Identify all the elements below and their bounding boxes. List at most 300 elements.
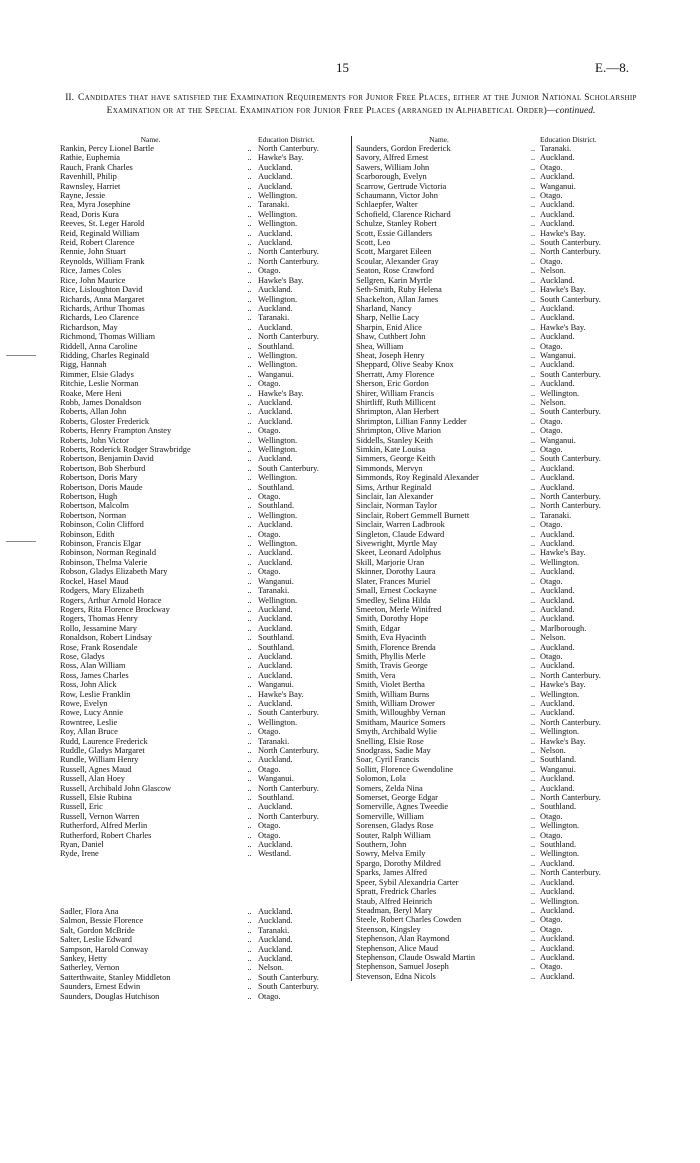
list-item: [60, 285, 349, 294]
list-item: [60, 436, 349, 445]
leader-dots: ..: [530, 586, 536, 596]
candidate-name: Saunders, Gordon Frederick: [356, 144, 451, 153]
list-item: [352, 210, 643, 219]
leader-dots: ..: [247, 407, 252, 417]
education-district: Auckland.: [540, 971, 575, 981]
education-district: Taranaki.: [258, 586, 290, 596]
list-item: [352, 643, 643, 652]
education-district: Taranaki.: [540, 144, 572, 153]
education-district: Auckland.: [258, 228, 293, 238]
education-district: Auckland.: [540, 877, 575, 887]
column-header: [352, 136, 643, 144]
candidate-name: Robson, Gladys Elizabeth Mary: [60, 567, 168, 577]
education-district: Southland.: [540, 802, 577, 812]
list-item: [60, 454, 349, 463]
candidate-name: Southern, John: [356, 840, 407, 850]
candidate-name: Skinner, Dorothy Laura: [356, 567, 436, 577]
list-item: [352, 765, 643, 774]
candidate-name: Sollitt, Florence Gwendoline: [356, 764, 453, 774]
list-item: [60, 916, 349, 925]
leader-dots: ..: [247, 755, 252, 765]
leader-dots: ..: [530, 896, 536, 906]
leader-dots: ..: [530, 144, 536, 153]
candidate-name: Richmond, Thomas William: [60, 332, 155, 342]
candidate-name: Ravenhill, Philip: [60, 172, 117, 182]
list-item: [60, 153, 349, 162]
list-item: [352, 567, 643, 576]
education-district: Auckland.: [258, 407, 293, 417]
candidate-name: Sharland, Nancy: [356, 303, 412, 313]
leader-dots: ..: [247, 303, 252, 313]
list-item: [60, 360, 349, 369]
candidate-name: Rauch, Frank Charles: [60, 162, 133, 172]
candidate-name: Reynolds, William Frank: [60, 256, 145, 266]
leader-dots: ..: [530, 162, 536, 172]
list-item: [60, 596, 349, 605]
leader-dots: ..: [530, 219, 536, 229]
leader-dots: ..: [530, 746, 536, 755]
leader-dots: ..: [247, 963, 252, 973]
leader-dots: ..: [530, 454, 536, 464]
leader-dots: ..: [530, 764, 536, 774]
leader-dots: ..: [530, 698, 536, 708]
candidate-name: Steadman, Beryl Mary: [356, 905, 433, 915]
list-item: [352, 596, 643, 605]
candidate-name: Shea, William: [356, 341, 404, 351]
list-item: [352, 577, 643, 586]
candidate-name: Slater, Frances Muriel: [356, 576, 431, 586]
leader-dots: ..: [530, 651, 536, 661]
list-item: [60, 530, 349, 539]
leader-dots: ..: [247, 510, 252, 520]
education-district: Wellington.: [540, 727, 580, 737]
list-item: [352, 323, 643, 332]
leader-dots: ..: [247, 445, 252, 454]
list-item: [352, 746, 643, 755]
list-item: [352, 821, 643, 830]
list-item: [352, 144, 643, 153]
leader-dots: ..: [530, 604, 536, 614]
list-item: [352, 295, 643, 304]
education-district: Otago.: [540, 416, 563, 426]
education-district: Otago.: [540, 426, 563, 436]
education-district: Taranaki.: [258, 313, 290, 323]
candidate-name: Solomon, Lola: [356, 774, 406, 784]
candidate-name: Ryde, Irene: [60, 849, 99, 859]
candidate-name: Row, Leslie Franklin: [60, 689, 131, 699]
education-district: Hawke's Bay.: [540, 736, 586, 746]
education-district: Auckland.: [540, 595, 575, 605]
candidate-name: Robinson, Colin Clifford: [60, 520, 144, 530]
list-item: [60, 200, 349, 209]
leader-dots: ..: [530, 529, 536, 539]
candidate-name: Smith, Vera: [356, 670, 396, 680]
candidate-name: Ruddle, Gladys Margaret: [60, 746, 145, 755]
education-district: Wellington.: [258, 717, 298, 727]
list-item: [352, 407, 643, 416]
education-district: North Canterbury.: [540, 501, 601, 511]
list-item: [352, 473, 643, 482]
list-item: [352, 313, 643, 322]
list-item: [60, 755, 349, 764]
leader-dots: ..: [247, 793, 252, 803]
candidate-name: Shackelton, Allan James: [356, 294, 439, 304]
list-item: [352, 530, 643, 539]
education-district: Southland.: [258, 482, 295, 492]
candidate-name: Simkin, Kate Louisa: [356, 445, 426, 454]
leader-dots: ..: [247, 200, 252, 210]
candidate-name: Reid, Robert Clarence: [60, 238, 135, 248]
candidate-name: Sheppard, Olive Seaby Knox: [356, 360, 454, 370]
leader-dots: ..: [247, 849, 252, 859]
leader-dots: ..: [247, 661, 252, 671]
candidate-name: Saunders, Ernest Edwin: [60, 982, 141, 992]
leader-dots: ..: [247, 473, 252, 483]
candidate-name: Reid, Reginald William: [60, 228, 140, 238]
candidate-name: Rimmer, Elsie Gladys: [60, 369, 134, 379]
education-district: Auckland.: [540, 332, 575, 342]
list-item: [60, 746, 349, 755]
candidate-name: Sinclair, Robert Gemmell Burnett: [356, 510, 470, 520]
education-district: Otago.: [258, 492, 281, 502]
education-district: Hawke's Bay.: [540, 680, 586, 690]
list-item: [60, 784, 349, 793]
list-item: [352, 962, 643, 971]
education-district: Taranaki.: [258, 925, 290, 935]
list-item: [60, 992, 349, 1001]
list-item: [60, 313, 349, 322]
candidate-name: Scarrow, Gertrude Victoria: [356, 181, 447, 191]
education-district: Wellington.: [258, 350, 298, 360]
leader-dots: ..: [530, 642, 536, 652]
list-item: [60, 172, 349, 181]
list-item: [352, 699, 643, 708]
leader-dots: ..: [247, 991, 252, 1001]
leader-dots: ..: [247, 238, 252, 248]
education-district: Auckland.: [258, 802, 293, 812]
education-district: Wanganui.: [258, 774, 294, 784]
list-item: [60, 379, 349, 388]
name-column-header: Name.: [429, 135, 449, 144]
education-district: South Canterbury.: [540, 369, 601, 379]
list-item: [352, 680, 643, 689]
leader-dots: ..: [530, 774, 536, 784]
education-district: Otago.: [540, 651, 563, 661]
candidate-name: Simmers, George Keith: [356, 454, 436, 464]
education-district: Hawke's Bay.: [258, 275, 304, 285]
candidate-name: Smith, Edgar: [356, 623, 401, 633]
list-item: [60, 963, 349, 972]
candidate-name: Russell, Vernon Warren: [60, 811, 140, 821]
list-item: [352, 285, 643, 294]
section-heading: [60, 92, 642, 118]
leader-dots: ..: [530, 962, 536, 972]
candidate-name: Rogers, Rita Florence Brockway: [60, 604, 170, 614]
candidate-name: Sankey, Hetty: [60, 953, 107, 963]
list-item: [60, 445, 349, 454]
leader-dots: ..: [530, 623, 536, 633]
education-district: Auckland.: [258, 416, 293, 426]
candidate-name: Sherratt, Amy Florence: [356, 369, 435, 379]
leader-dots: ..: [530, 303, 536, 313]
leader-dots: ..: [530, 821, 536, 831]
education-district: Auckland.: [258, 661, 293, 671]
education-district: Southland.: [540, 840, 577, 850]
education-district: Auckland.: [540, 529, 575, 539]
education-district: Otago.: [258, 991, 281, 1001]
candidate-name: Stevenson, Edna Nicols: [356, 971, 436, 981]
list-item: [60, 954, 349, 963]
list-item: [60, 802, 349, 811]
candidate-name: Smith, William Drower: [356, 698, 435, 708]
candidate-name: Rudd, Laurence Frederick: [60, 736, 148, 746]
leader-dots: ..: [530, 924, 536, 934]
list-item: [60, 831, 349, 840]
education-district: Auckland.: [258, 238, 293, 248]
candidate-name: Satterthwaite, Stanley Middleton: [60, 972, 171, 982]
education-district: Southland.: [258, 633, 295, 643]
candidate-name: Robertson, Bob Sherburd: [60, 463, 146, 473]
list-item: [60, 295, 349, 304]
candidate-name: Richards, Anna Margaret: [60, 294, 145, 304]
education-district: Otago.: [258, 830, 281, 840]
leader-dots: ..: [530, 332, 536, 342]
candidate-name: Sims, Arthur Reginald: [356, 482, 432, 492]
candidate-name: Rowe, Evelyn: [60, 698, 108, 708]
leader-dots: ..: [247, 840, 252, 850]
candidate-name: Robertson, Doris Maude: [60, 482, 143, 492]
list-item: [60, 210, 349, 219]
education-district: North Canterbury.: [258, 746, 319, 755]
education-district: North Canterbury.: [258, 783, 319, 793]
list-item: [352, 266, 643, 275]
candidate-name: Rollo, Jessamine Mary: [60, 623, 137, 633]
margin-mark: [6, 355, 36, 356]
leader-dots: ..: [247, 426, 252, 436]
education-district: Wanganui.: [540, 181, 576, 191]
education-district: Otago.: [258, 426, 281, 436]
list-item: [60, 793, 349, 802]
list-item: [352, 172, 643, 181]
candidate-name: Rogers, Arthur Arnold Horace: [60, 595, 162, 605]
leader-dots: ..: [247, 463, 252, 473]
education-district: Nelson.: [258, 963, 284, 973]
leader-dots: ..: [247, 811, 252, 821]
leader-dots: ..: [247, 717, 252, 727]
candidate-name: Seaton, Rose Crawford: [356, 266, 434, 276]
candidate-name: Robertson, Malcolm: [60, 501, 129, 511]
leader-dots: ..: [247, 397, 252, 407]
leader-dots: ..: [247, 623, 252, 633]
list-item: [60, 407, 349, 416]
education-district: Auckland.: [540, 905, 575, 915]
candidate-name: Sawers, William John: [356, 162, 430, 172]
section-gap: [60, 859, 349, 907]
leader-dots: ..: [247, 294, 252, 304]
education-district: Auckland.: [258, 548, 293, 558]
list-item: [60, 708, 349, 717]
list-item: [60, 586, 349, 595]
candidate-name: Rutherford, Robert Charles: [60, 830, 152, 840]
leader-dots: ..: [247, 830, 252, 840]
candidate-name: Stephenson, Samuel Joseph: [356, 962, 449, 972]
education-district: Auckland.: [540, 708, 575, 718]
leader-dots: ..: [247, 285, 252, 295]
leader-dots: ..: [530, 435, 536, 445]
candidate-name: Smith, Violet Bertha: [356, 680, 425, 690]
list-item: [352, 784, 643, 793]
list-item: [60, 323, 349, 332]
leader-dots: ..: [530, 388, 536, 398]
list-item: [60, 982, 349, 991]
education-district: Auckland.: [258, 604, 293, 614]
leader-dots: ..: [530, 181, 536, 191]
leader-dots: ..: [530, 266, 536, 276]
list-item: [60, 511, 349, 520]
leader-dots: ..: [247, 539, 252, 549]
list-item: [352, 718, 643, 727]
leader-dots: ..: [530, 548, 536, 558]
candidate-name: Robertson, Benjamin David: [60, 454, 154, 464]
candidate-name: Smith, Travis George: [356, 661, 428, 671]
leader-dots: ..: [247, 209, 252, 219]
leader-dots: ..: [530, 322, 536, 332]
education-district: Auckland.: [540, 934, 575, 944]
candidate-name: Steele, Robert Charles Cowden: [356, 915, 462, 925]
leader-dots: ..: [247, 153, 252, 163]
candidate-name: Rice, John Maurice: [60, 275, 126, 285]
leader-dots: ..: [247, 604, 252, 614]
candidate-name: Rice, James Coles: [60, 266, 122, 276]
candidate-name: Rutherford, Alfred Merlin: [60, 821, 148, 831]
candidate-name: Schofield, Clarence Richard: [356, 209, 451, 219]
leader-dots: ..: [247, 520, 252, 530]
education-district: Auckland.: [258, 840, 293, 850]
candidate-name: Smith, Eva Hyacinth: [356, 633, 427, 643]
list-item: [352, 925, 643, 934]
leader-dots: ..: [530, 755, 536, 765]
list-item: [60, 332, 349, 341]
education-district: Auckland.: [540, 303, 575, 313]
list-item: [60, 699, 349, 708]
education-district: Otago.: [540, 811, 563, 821]
leader-dots: ..: [530, 595, 536, 605]
candidate-name: Skill, Marjorie Uran: [356, 557, 425, 567]
leader-dots: ..: [530, 341, 536, 351]
education-district: Auckland.: [258, 651, 293, 661]
list-item: [60, 690, 349, 699]
education-district: Auckland.: [540, 952, 575, 962]
candidate-name: Richards, Leo Clarence: [60, 313, 139, 323]
education-district: North Canterbury.: [258, 256, 319, 266]
district-column-header: Education District.: [258, 135, 315, 144]
candidate-name: Salt, Gordon McBride: [60, 925, 135, 935]
leader-dots: ..: [530, 670, 536, 680]
education-district: Auckland.: [540, 473, 575, 483]
leader-dots: ..: [530, 369, 536, 379]
leader-dots: ..: [530, 360, 536, 370]
list-item: [60, 473, 349, 482]
candidate-name: Shrimpton, Olive Marion: [356, 426, 441, 436]
candidate-name: Sparks, James Alfred: [356, 868, 427, 878]
candidate-name: Robinson, Norman Reginald: [60, 548, 157, 558]
leader-dots: ..: [247, 369, 252, 379]
candidate-name: Smith, Florence Brenda: [356, 642, 436, 652]
leader-dots: ..: [530, 172, 536, 182]
leader-dots: ..: [530, 492, 536, 502]
leader-dots: ..: [530, 407, 536, 417]
candidate-name: Rathie, Euphemia: [60, 153, 121, 163]
list-item: [352, 379, 643, 388]
leader-dots: ..: [247, 586, 252, 596]
list-item: [352, 614, 643, 623]
candidate-name: Russell, Alan Hoey: [60, 774, 125, 784]
leader-dots: ..: [247, 783, 252, 793]
education-district: Auckland.: [258, 285, 293, 295]
candidate-name: Rockel, Hasel Maud: [60, 576, 129, 586]
list-item: [352, 802, 643, 811]
list-item: [352, 793, 643, 802]
candidate-name: Rennie, John Stuart: [60, 247, 126, 257]
list-item: [352, 605, 643, 614]
candidate-name: Shaw, Cuthbert John: [356, 332, 426, 342]
leader-dots: ..: [530, 153, 536, 163]
leader-dots: ..: [247, 727, 252, 737]
list-item: [60, 539, 349, 548]
list-item: [352, 671, 643, 680]
leader-dots: ..: [247, 388, 252, 398]
education-district: Auckland.: [540, 943, 575, 953]
leader-dots: ..: [530, 783, 536, 793]
list-item: [352, 624, 643, 633]
education-district: South Canterbury.: [258, 972, 319, 982]
education-district: Auckland.: [540, 200, 575, 210]
candidate-name: Sinclair, Warren Ladbrook: [356, 520, 445, 530]
page-number: 15: [336, 60, 349, 75]
candidate-name: Smith, Dorothy Hope: [356, 614, 429, 624]
margin-mark: [6, 541, 36, 542]
education-district: Southland.: [258, 341, 295, 351]
leader-dots: ..: [247, 746, 252, 755]
candidate-name: Somerville, Agnes Tweedie: [356, 802, 449, 812]
candidate-name: Stephenson, Claude Oswald Martin: [356, 952, 476, 962]
list-item: [352, 492, 643, 501]
education-district: Wellington.: [258, 510, 298, 520]
leader-dots: ..: [247, 191, 252, 201]
education-district: North Canterbury.: [540, 670, 601, 680]
education-district: Auckland.: [258, 698, 293, 708]
education-district: South Canterbury.: [258, 982, 319, 992]
education-district: Auckland.: [258, 906, 293, 916]
education-district: Otago.: [258, 821, 281, 831]
list-item: [352, 238, 643, 247]
leader-dots: ..: [530, 934, 536, 944]
candidate-name: Sampson, Harold Conway: [60, 944, 149, 954]
education-district: Auckland.: [258, 520, 293, 530]
candidate-name: Savory, Alfred Ernest: [356, 153, 429, 163]
candidate-name: Scott, Margaret Eileen: [356, 247, 432, 257]
list-item: [352, 398, 643, 407]
list-item: [60, 727, 349, 736]
candidate-name: Ross, Alan William: [60, 661, 126, 671]
list-item: [60, 229, 349, 238]
leader-dots: ..: [247, 557, 252, 567]
leader-dots: ..: [247, 322, 252, 332]
education-district: Nelson.: [540, 397, 566, 407]
education-district: Auckland.: [540, 209, 575, 219]
education-district: Wellington.: [258, 209, 298, 219]
leader-dots: ..: [530, 557, 536, 567]
